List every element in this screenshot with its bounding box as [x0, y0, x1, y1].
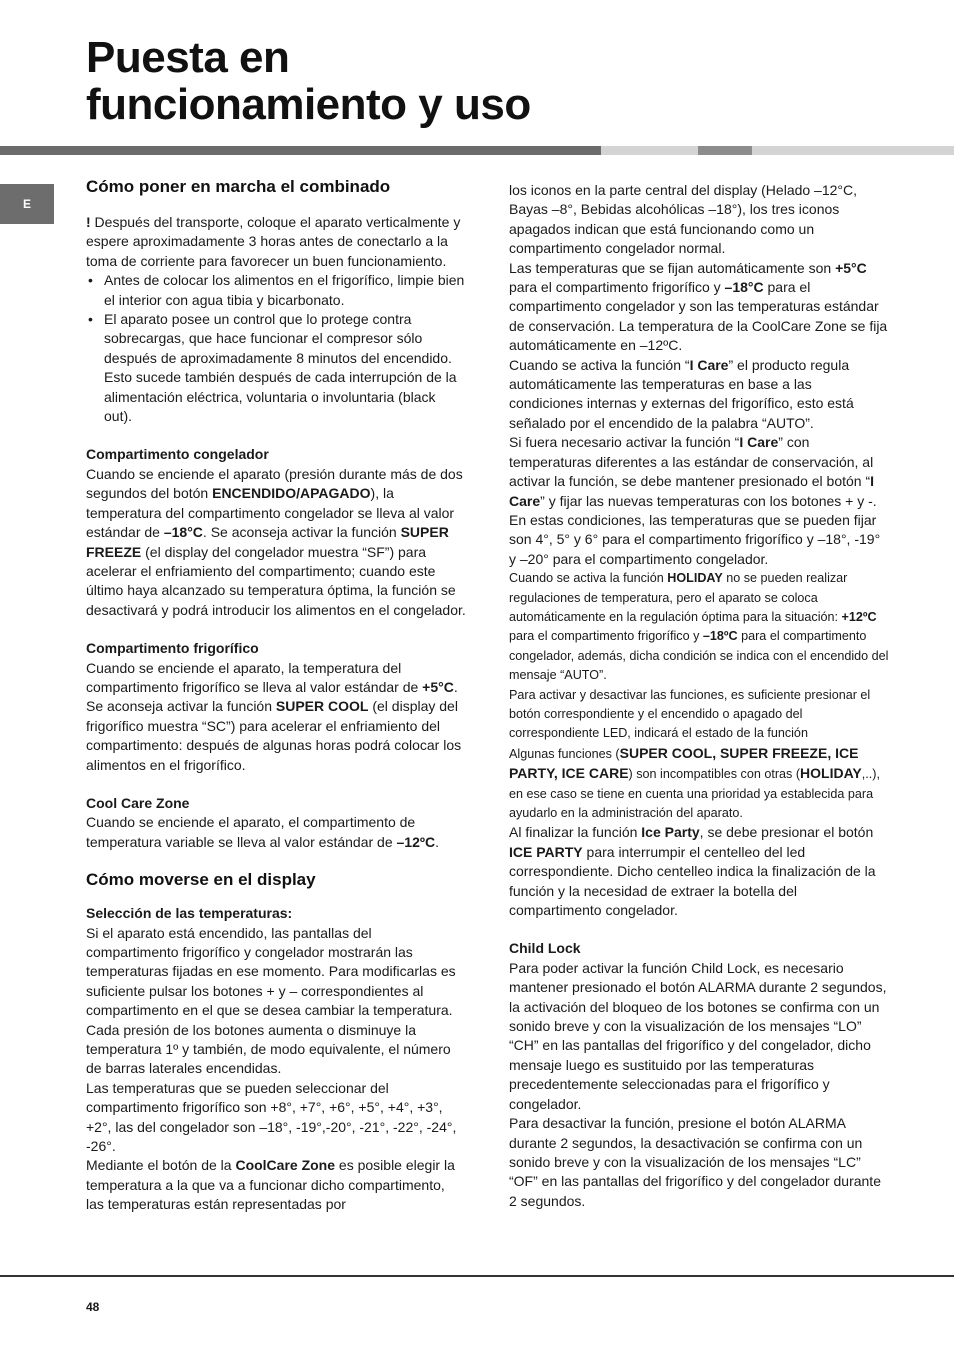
header-rule-mid: [698, 146, 752, 155]
fridge-heading: Compartimento frigorífico: [86, 640, 259, 657]
child-lock-paragraph-2: Para desactivar la función, presione el botón ALARMA durante 2 segundos, la desactivación se confirma con un sonido breve y con la visualización de los mensajes “LC” “OF” en las pantallas del frigorífico y del congelador durante 2 segundos.: [509, 1115, 881, 1209]
section-title-display: Cómo moverse en el display: [86, 870, 316, 890]
icare-custom-paragraph: Si fuera necesario activar la función “I Care” con temperaturas diferentes a las estándar de conservación, al activar la función, se debe mantener presionado el botón “I Care” y fijar las nuevas temperaturas con los botones + y -. En estas condiciones, las temperaturas que se pueden fijar son 4°, 5° y 6° para el compartimento frigorífico y –18°, -19° y –20° para el compartimento congelador.: [509, 434, 881, 567]
left-column: [86, 175, 466, 1215]
selection-paragraph-2: Las temperaturas que se pueden seleccionar del compartimento frigorífico son +8°, +7°, +6°, +5°, +4°, +3°, +2°, las del congelador son –18°, -19°,-20°, -21°, -22°, -24°, -26°.: [86, 1079, 457, 1155]
icare-paragraph: Cuando se activa la función “I Care” el producto regula automáticamente las temperaturas en base a las condiciones internas y externas del frigorífico, esto está señalado por el encendido de la palabra “AUTO”.: [509, 356, 854, 431]
child-lock-heading: Child Lock: [509, 940, 581, 957]
ice-party-paragraph: Al finalizar la función Ice Party, se debe presionar el botón ICE PARTY para interrumpir el centelleo del led correspondiente. Dicho centelleo indica la finalización de la función y la necesidad de extraer la botella del compartimento congelador.: [509, 824, 876, 919]
holiday-paragraph: Cuando se activa la función HOLIDAY no se pueden realizar regulaciones de temperatura, pero el aparato se coloca automáticamente en la regulación óptima para la situación: +12ºC para el compartimento frigorífico y –18ºC para el compartimento congelador, además, dicha condición se indica con el encendido del mensaje “AUTO”.: [509, 571, 889, 683]
selection-heading: Selección de las temperaturas:: [86, 905, 293, 922]
freezer-heading: Compartimento congelador: [86, 446, 269, 463]
start-bullets: [86, 271, 466, 426]
incompatible-paragraph: Algunas funciones (SUPER COOL, SUPER FREEZE, ICE PARTY, ICE CARE) son incompatibles con otras (HOLIDAY,..), en ese caso se tiene en cuenta una prioridad ya establecida para ayudarlo en la administración del aparato.: [509, 744, 880, 820]
freezer-paragraph: Cuando se enciende el aparato (presión durante más de dos segundos del botón ENCENDIDO/APAGADO), la temperatura del compartimento congelador se lleva al valor estándar de –18°C. Se aconseja activar la función SUPER FREEZE (el display del congelador muestra “SF”) para acelerar el enfriamiento del compartimento; cuando este último haya alcanzado su temperatura óptima, la función se desactivará y podrá introducir los alimentos en el congelador.: [86, 465, 466, 618]
header-rule-light: [601, 146, 698, 155]
child-lock-paragraph-1: Para poder activar la función Child Lock, es necesario mantener presionado el botón ALARMA durante 2 segundos, la activación del bloqueo de los botones se confirma con un sonido breve y con la visualización de los mensajes “LO” “CH” en las pantallas del frigorífico y del congelador, dicho mensaje luego es sustituido por las temperaturas precedentemente seleccionadas para el frigorífico y congelador.: [509, 959, 887, 1112]
selection-paragraph-1: Si el aparato está encendido, las pantallas del compartimento frigorífico y congelador mostrarán las temperaturas fijadas en ese momento. Para modificarlas es suficiente pulsar los botones + y – correspondientes al compartimento en el que se desea cambiar la temperatura. Cada presión de los botones aumenta o disminuye la temperatura 1º y también, de modo equivalente, el número de barras laterales encendidas.: [86, 924, 456, 1077]
list-item: • Antes de colocar los alimentos en el frigorífico, limpie bien el interior con agua tibia y bicarbonato.: [86, 271, 466, 310]
activation-paragraph: Para activar y desactivar las funciones, es suficiente presionar el botón correspondiente y el encendido o apagado del correspondiente LED, indicará el estado de la función: [509, 687, 871, 741]
coolcare-heading: Cool Care Zone: [86, 794, 190, 811]
coolcare-paragraph: Cuando se enciende el aparato, el compartimento de temperatura variable se lleva al valor estándar de –12ºC.: [86, 814, 439, 850]
fridge-paragraph: Cuando se enciende el aparato, la temperatura del compartimento frigorífico se lleva al valor estándar de +5°C. Se aconseja activar la función SUPER COOL (el display del frigorífico muestra “SC”) para acelerar el enfriamiento del compartimento: después de algunas horas podrá colocar los alimentos en el frigorífico.: [86, 659, 462, 773]
list-item: • El aparato posee un control que lo protege contra sobrecargas, que hace funcionar el compresor sólo después de aproximadamente 8 minutos del encendido. Esto sucede también después de cada interrupción de la alimentación eléctrica, voluntaria o involuntaria (black out).: [86, 310, 466, 426]
right-column: [509, 181, 889, 1211]
icons-paragraph: los iconos en la parte central del display (Helado –12°C, Bayas –8°, Bebidas alcohólicas –18°), los tres iconos apagados indican que está funcionando como un compartimento congelador normal.: [509, 182, 858, 257]
page-title: Puesta en funcionamiento y uso: [86, 33, 531, 129]
page-number: 48: [86, 1300, 100, 1314]
header-rule-light-end: [752, 146, 954, 155]
auto-temps-paragraph: Las temperaturas que se fijan automáticamente son +5°C para el compartimento frigorífico y –18°C para el compartimento congelador y son las temperaturas estándar de conservación. La temperatura de la CoolCare Zone se fija automáticamente en –12ºC.: [509, 259, 888, 354]
selection-paragraph-3: Mediante el botón de la CoolCare Zone es posible elegir la temperatura a la que va a funcionar dicho compartimento, las temperaturas están representadas por: [86, 1157, 455, 1213]
footer-rule: [0, 1275, 954, 1277]
language-tab: E: [0, 184, 54, 224]
section-title-start: Cómo poner en marcha el combinado: [86, 177, 391, 196]
warning-paragraph: ! Después del transporte, coloque el aparato verticalmente y espere aproximadamente 3 horas antes de conectarlo a la toma de corriente para favorecer un buen funcionamiento.: [86, 214, 461, 269]
header-rule-dark: [0, 146, 601, 155]
